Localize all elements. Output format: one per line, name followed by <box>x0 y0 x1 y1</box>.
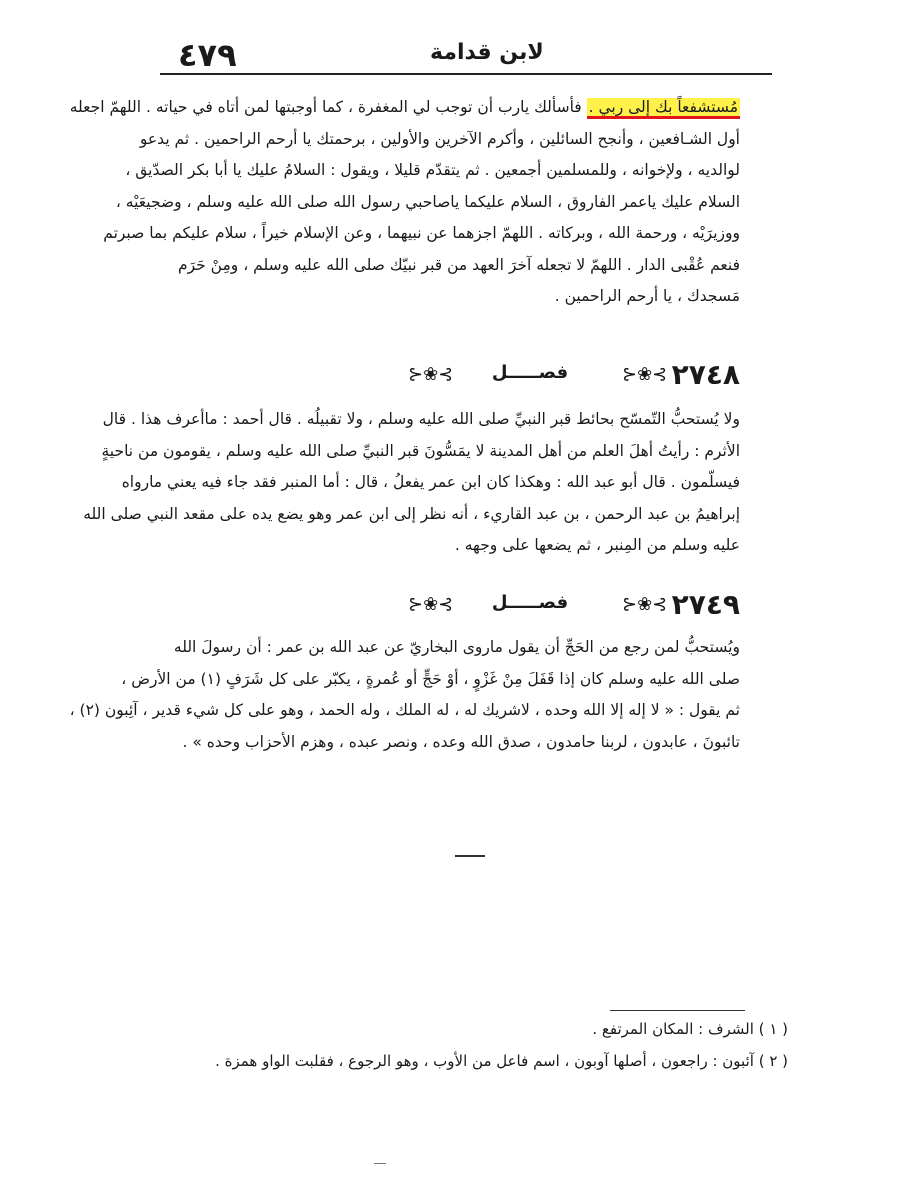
text-line: ثم يقول : « لا إله إلا الله وحده ، لاشريك له ، له الملك ، وله الحمد ، وهو على كل شيء قدير ، آئِبون (٢) ، <box>69 701 740 719</box>
page-number: ٤٧٩ <box>178 36 237 74</box>
text-line: عليه وسلم من المِنبر ، ثم يضعها على وجهه . <box>454 536 740 554</box>
text-line: الأثرم : رأيتُ أهلَ العلم من أهل المدينة لا يمَسُّونَ قبر النبيِّ صلى الله عليه وسلم ، يقومون من ناحيةٍ <box>101 441 740 460</box>
section-heading-2749 <box>400 588 740 628</box>
text-line: أول الشـافعين ، وأنجح السائلين ، وأكرم الآخرين والأولين ، برحمتك يا أرحم الراحمين . ثم يدعو <box>139 129 740 148</box>
text-line: مَسجدك ، يا أرحم الراحمين . <box>554 287 740 305</box>
running-title: لابن قدامة <box>430 40 544 65</box>
page-header <box>160 34 770 72</box>
paragraph-2749 <box>69 632 740 758</box>
text-line: ولا يُستحبُّ التّمسّح بحائط قبر النبيِّ صلى الله عليه وسلم ، ولا تقبيلُه . قال أحمد : ماأعرف هذا . قال <box>102 410 740 428</box>
section-heading-2748 <box>400 358 740 398</box>
text-line: ووزيرَيْه ، ورحمة الله ، وبركاته . اللهمّ اجزهما عن نبيهما ، وعن الإسلام خيراً ، سلام عليكم بما صبرتم <box>103 224 740 242</box>
text-line: السلام عليك ياعمر الفاروق ، السلام عليكما ياصاحبي رسول الله صلى الله عليه وسلم ، وضجيعَيْه ، <box>115 192 740 211</box>
footnote-rule <box>610 1010 745 1011</box>
text-line: مُستشفعاً بك إلى ربي . فأسألك يارب أن توجب لي المغفرة ، كما أوجبتها لمن أتاه في حياته . اللهمّ اجعله <box>178 92 740 124</box>
ornament-icon: ⊱❀⊰ <box>622 594 668 615</box>
paragraph-2748 <box>83 404 740 562</box>
highlighted-phrase: مُستشفعاً بك إلى ربي . <box>587 98 740 119</box>
footnote-1: ( ١ ) الشرف : المكان المرتفع . <box>592 1020 788 1038</box>
paragraph-2747 <box>69 92 740 313</box>
text-line: صلى الله عليه وسلم كان إذا قَفَلَ مِنْ غَزْوٍ ، أوْ حَجٍّ أو عُمرةٍ ، يكبّر على كل شَرَفٍ (١) من الأرض ، <box>121 669 740 688</box>
text-line: تائبونَ ، عابدون ، لربنا حامدون ، صدق الله وعده ، ونصر عبده ، وهزم الأحزاب وحده » . <box>182 732 740 751</box>
text-line: إبراهيمُ بن عبد الرحمن ، بن عبد القاريء ، أنه نظر إلى ابن عمر وهو يضع يده على مقعد النبي صلى الله <box>83 504 740 523</box>
section-divider <box>455 855 485 857</box>
section-number: ٢٧٤٩ <box>671 588 740 621</box>
section-number: ٢٧٤٨ <box>671 358 740 391</box>
ornament-icon: ⊱❀⊰ <box>408 364 454 385</box>
section-title: فصـــــل <box>491 362 569 383</box>
text-line: لوالديه ، ولإخوانه ، وللمسلمين أجمعين . ثم يتقدّم قليلا ، ويقول : السلامُ عليك يا أبا بكر الصدّيق ، <box>125 161 740 179</box>
header-rule <box>160 73 772 75</box>
footnote-2: ( ٢ ) آئبون : راجعون ، أصلها آوبون ، اسم فاعل من الأوب ، وهو الرجوع ، فقلبت الواو همزة . <box>215 1052 788 1070</box>
section-title: فصـــــل <box>491 592 569 613</box>
text-line: فيسلّمون . قال أبو عبد الله : وهكذا كان ابن عمر يفعلُ ، قال : أما المنبر فقد جاء فيه يعني مارواه <box>121 473 740 491</box>
ornament-icon: ⊱❀⊰ <box>622 364 668 385</box>
ornament-icon: ⊱❀⊰ <box>408 594 454 615</box>
bottom-mark <box>374 1163 386 1164</box>
text-line: ويُستحبُّ لمن رجع من الحَجِّ أن يقول ماروى البخاريّ عن عبد الله بن عمر : أن رسولَ الله <box>173 638 740 656</box>
text-line: فنعم عُقْبى الدار . اللهمّ لا تجعله آخرَ العهد من قبر نبيّك صلى الله عليه وسلم ، ومِنْ حَرَم <box>178 255 740 274</box>
